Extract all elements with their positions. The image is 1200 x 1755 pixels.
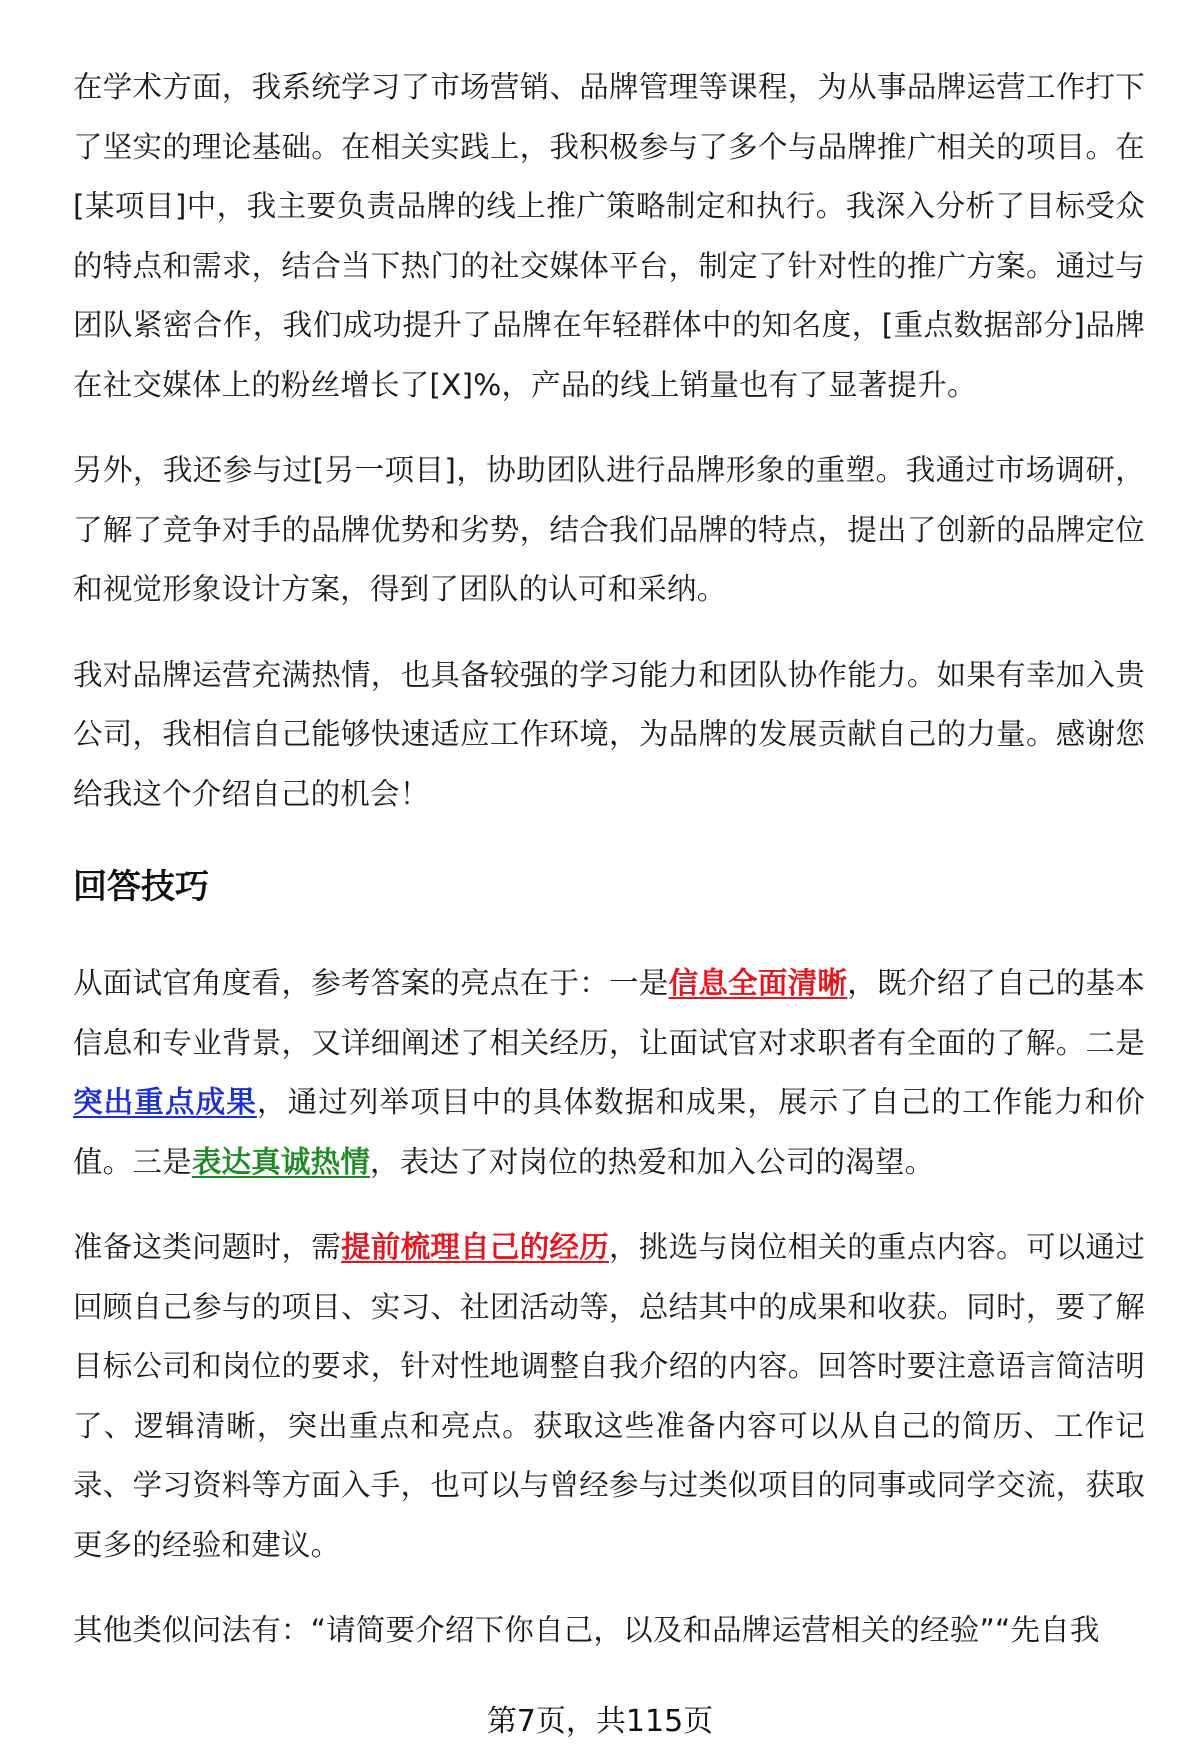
document-body [73, 58, 1145, 1661]
paragraph-tips-preparation [73, 1218, 1145, 1575]
paragraph-other-project: 另外，我还参与过[另一项目]，协助团队进行品牌形象的重塑。我通过市场调研，了解了竞争对手的品牌优势和劣势，结合我们品牌的特点，提出了创新的品牌定位和视觉形象设计方案，得到了团队的认可和采纳。 [73, 453, 1145, 606]
highlight-info-clear: 信息全面清晰 [668, 966, 848, 1000]
paragraph-academic: 在学术方面，我系统学习了市场营销、品牌管理等课程，为从事品牌运营工作打下了坚实的理论基础。在相关实践上，我积极参与了多个与品牌推广相关的项目。在[某项目]中，我主要负责品牌的线上推广策略制定和执行。我深入分析了目标受众的特点和需求，结合当下热门的社交媒体平台，制定了针对性的推广方案。通过与团队紧密合作，我们成功提升了品牌在年轻群体中的知名度，[重点数据部分]品牌在社交媒体上的粉丝增长了[X]%，产品的线上销量也有了显著提升。 [73, 70, 1145, 402]
page-number: 第7页，共115页 [486, 1704, 714, 1739]
text-run: ，表达了对岗位的热爱和加入公司的渴望。 [370, 1144, 935, 1179]
highlight-key-results: 突出重点成果 [73, 1085, 257, 1119]
highlight-sort-experience: 提前梳理自己的经历 [341, 1230, 610, 1264]
paragraph-tips-highlights [73, 954, 1145, 1192]
highlight-sincere-passion: 表达真诚热情 [191, 1144, 371, 1179]
text-run: 从面试官角度看，参考答案的亮点在于：一是 [73, 966, 669, 1000]
section-heading: 回答技巧 [73, 867, 209, 907]
paragraph-closing: 我对品牌运营充满热情，也具备较强的学习能力和团队协作能力。如果有幸加入贵公司，我相信自己能够快速适应工作环境，为品牌的发展贡献自己的力量。感谢您给我这个介绍自己的机会！ [73, 657, 1145, 811]
paragraph-similar-questions: 其他类似问法有：“请简要介绍下你自己，以及和品牌运营相关的经验”“先自我 [73, 1613, 1100, 1647]
text-run: 准备这类问题时，需 [73, 1230, 342, 1264]
text-run: ，挑选与岗位相关的重点内容。可以通过回顾自己参与的项目、实习、社团活动等，总结其中的成果和收获。同时，要了解目标公司和岗位的要求，针对性地调整自我介绍的内容。回答时要注意语言简洁明了、逻辑清晰，突出重点和亮点。获取这些准备内容可以从自己的简历、工作记录、学习资料等方面入手，也可以与曾经参与过类似项目的同事或同学交流，获取更多的经验和建议。 [73, 1230, 1145, 1562]
text-run: ，既介绍了自己的基本信息和专业背景，又详细阐述了相关经历，让面试官对求职者有全面的了解。二是 [73, 966, 1145, 1060]
text-run: ，通过列举项目中的具体数据和成果，展示了自己的工作能力和价值。三是 [73, 1085, 1145, 1179]
